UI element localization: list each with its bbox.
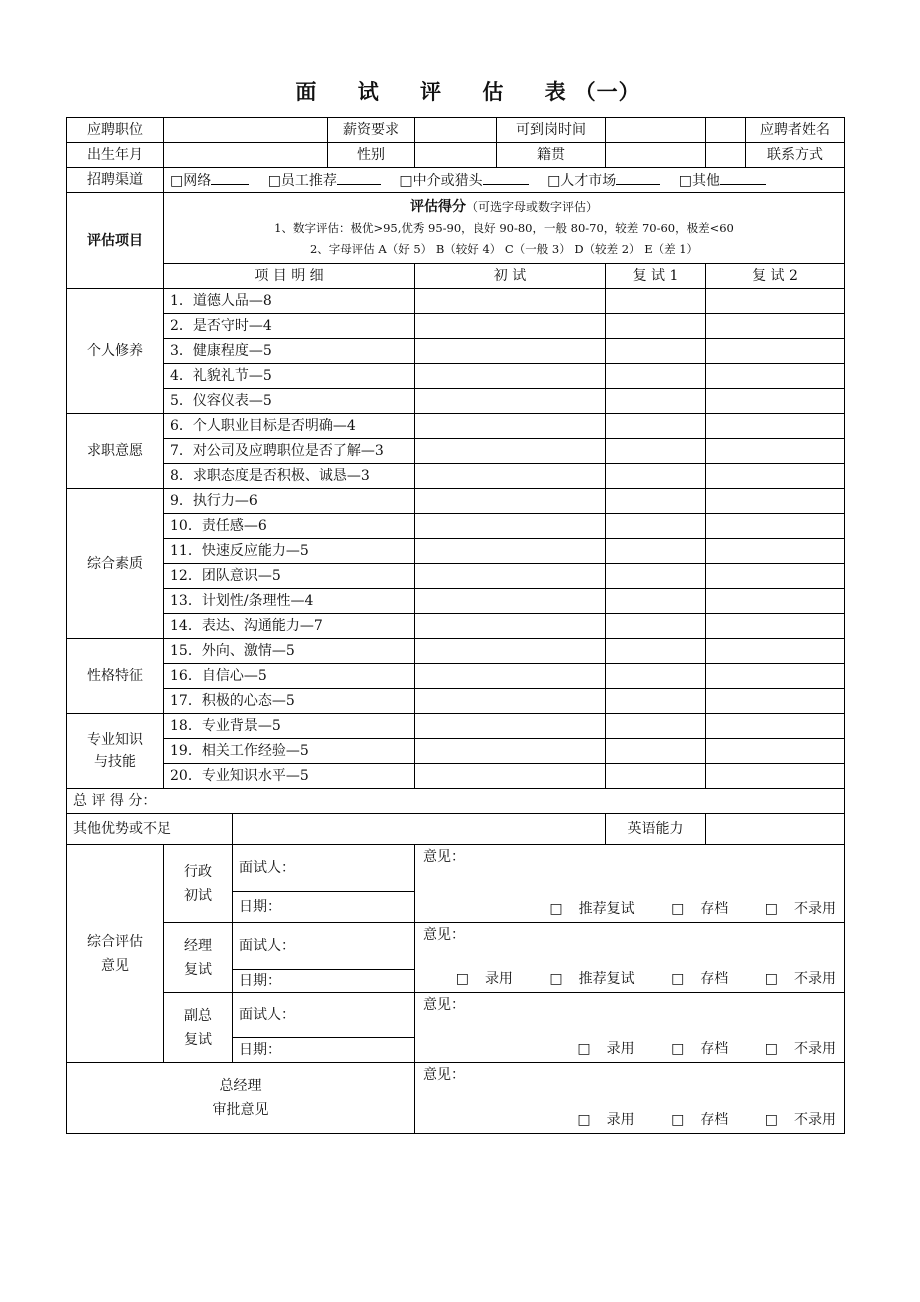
item-label: 4．礼貌礼节—5 [164, 364, 415, 389]
archive-checkbox[interactable]: □ 存档 [655, 971, 728, 987]
score-cell[interactable] [706, 639, 845, 664]
item-label: 17．积极的心态—5 [164, 689, 415, 714]
score-cell[interactable] [706, 714, 845, 739]
score-cell[interactable] [606, 289, 706, 314]
item-label: 18．专业背景—5 [164, 714, 415, 739]
score-cell[interactable] [415, 764, 606, 789]
page-title [0, 76, 920, 106]
score-cell[interactable] [706, 489, 845, 514]
score-cell[interactable] [606, 489, 706, 514]
score-cell[interactable] [415, 664, 606, 689]
gm-opinion-box[interactable]: 意见： □ 录用 □ 存档 □ 不录用 [415, 1063, 845, 1134]
item-label: 9．执行力—6 [164, 489, 415, 514]
score-cell[interactable] [706, 439, 845, 464]
score-cell[interactable] [606, 689, 706, 714]
score-cell[interactable] [606, 414, 706, 439]
score-cell[interactable] [606, 389, 706, 414]
group-label: 求职意愿 [67, 414, 164, 489]
item-label: 6．个人职业目标是否明确—4 [164, 414, 415, 439]
score-cell[interactable] [706, 739, 845, 764]
score-cell[interactable] [415, 614, 606, 639]
date-field[interactable]: 日期： [233, 1038, 415, 1063]
other-label: 其他优势或不足 [67, 814, 233, 845]
score-cell[interactable] [606, 314, 706, 339]
score-cell[interactable] [706, 564, 845, 589]
total-score-field[interactable] [67, 789, 845, 814]
score-cell[interactable] [415, 289, 606, 314]
opinion-box[interactable]: 意见： □ 录用 □ 存档 □ 不录用 [415, 993, 845, 1063]
col-detail-header: 项 目 明 细 [164, 264, 415, 289]
title-char: 试 [357, 80, 380, 104]
native-field[interactable] [606, 143, 706, 168]
score-cell[interactable] [606, 589, 706, 614]
evaluation-criteria [164, 193, 845, 264]
score-cell[interactable] [606, 514, 706, 539]
group-label: 性格特征 [67, 639, 164, 714]
score-cell[interactable] [706, 589, 845, 614]
score-cell[interactable] [706, 614, 845, 639]
archive-checkbox[interactable]: □ 存档 [655, 901, 728, 917]
other-field[interactable] [233, 814, 606, 845]
score-cell[interactable] [415, 489, 606, 514]
score-cell[interactable] [415, 714, 606, 739]
score-rule-letter: 2、字母评估 A（好 5） B（较好 4） C（一般 3） D（较差 2） E（差 1） [309, 241, 699, 256]
opinion-box[interactable]: 意见： □ 录用 □ 推荐复试 □ 存档 □ 不录用 [415, 923, 845, 993]
evaluation-project-label: 评估项目 [67, 193, 164, 289]
score-cell[interactable] [415, 339, 606, 364]
score-cell[interactable] [706, 514, 845, 539]
title-char: 表 [544, 80, 567, 104]
score-cell[interactable] [415, 314, 606, 339]
score-cell[interactable] [606, 739, 706, 764]
score-cell[interactable] [706, 364, 845, 389]
score-cell[interactable] [415, 639, 606, 664]
score-cell[interactable] [706, 539, 845, 564]
reject-checkbox[interactable]: □ 不录用 [749, 1112, 836, 1128]
score-cell[interactable] [606, 539, 706, 564]
interviewer-field[interactable]: 面试人： [233, 923, 415, 970]
score-cell[interactable] [606, 564, 706, 589]
native-label: 籍贯 [497, 143, 606, 168]
score-cell[interactable] [706, 389, 845, 414]
birth-label: 出生年月 [67, 143, 164, 168]
start-time-field[interactable] [606, 118, 706, 143]
start-time-label: 可到岗时间 [497, 118, 606, 143]
score-cell[interactable] [706, 664, 845, 689]
opinion-box[interactable]: 意见： □ 推荐复试 □ 存档 □ 不录用 [415, 845, 845, 923]
score-cell[interactable] [606, 639, 706, 664]
channel-label: 招聘渠道 [67, 168, 164, 193]
group-label: 个人修养 [67, 289, 164, 414]
col-first-header: 初 试 [415, 264, 606, 289]
channel-options [164, 168, 845, 193]
item-label: 7．对公司及应聘职位是否了解—3 [164, 439, 415, 464]
item-label: 10．责任感—6 [164, 514, 415, 539]
score-cell[interactable] [606, 464, 706, 489]
salary-label: 薪资要求 [328, 118, 415, 143]
applicant-name-label: 应聘者姓名 [746, 118, 845, 143]
score-cell[interactable] [706, 314, 845, 339]
item-label: 12．团队意识—5 [164, 564, 415, 589]
title-char: 面 [295, 80, 318, 104]
item-label: 16．自信心—5 [164, 664, 415, 689]
item-label: 1．道德人品—8 [164, 289, 415, 314]
score-cell[interactable] [706, 414, 845, 439]
gm-label: 总经理 审批意见 [67, 1063, 415, 1134]
score-cell[interactable] [415, 564, 606, 589]
score-cell[interactable] [415, 514, 606, 539]
reject-checkbox[interactable]: □ 不录用 [749, 901, 836, 917]
interviewer-field[interactable]: 面试人： [233, 993, 415, 1038]
score-cell[interactable] [415, 414, 606, 439]
recommend-checkbox[interactable]: □ 推荐复试 [533, 971, 634, 987]
score-cell[interactable] [706, 464, 845, 489]
score-cell[interactable] [415, 739, 606, 764]
group-label: 专业知识 与技能 [67, 714, 164, 789]
channel-agency-checkbox[interactable]: □ 中介或猎头 [399, 172, 528, 189]
score-cell[interactable] [606, 664, 706, 689]
score-cell[interactable] [606, 339, 706, 364]
score-cell[interactable] [706, 339, 845, 364]
round-label: 副总 复试 [164, 993, 233, 1063]
score-title: 评估得分 [409, 198, 466, 215]
title-suffix: （一） [574, 80, 641, 104]
group-label: 综合素质 [67, 489, 164, 639]
position-label: 应聘职位 [67, 118, 164, 143]
score-note: （可选字母或数字评估） [465, 199, 598, 214]
item-label: 3．健康程度—5 [164, 339, 415, 364]
item-label: 14．表达、沟通能力—7 [164, 614, 415, 639]
gender-field[interactable] [415, 143, 497, 168]
score-cell[interactable] [606, 439, 706, 464]
contact-label: 联系方式 [746, 143, 845, 168]
title-char: 评 [420, 80, 442, 104]
item-label: 20．专业知识水平—5 [164, 764, 415, 789]
col-second-header: 复 试 1 [606, 264, 706, 289]
hire-checkbox[interactable]: □ 录用 [440, 971, 513, 987]
score-cell[interactable] [415, 364, 606, 389]
round-label: 行政 初试 [164, 845, 233, 923]
item-label: 15．外向、激情—5 [164, 639, 415, 664]
item-label: 2．是否守时—4 [164, 314, 415, 339]
score-cell[interactable] [606, 714, 706, 739]
score-cell[interactable] [706, 289, 845, 314]
channel-referral-checkbox[interactable]: □ 员工推荐 [268, 172, 381, 189]
reject-checkbox[interactable]: □ 不录用 [749, 1041, 836, 1057]
score-cell[interactable] [606, 614, 706, 639]
item-label: 8．求职态度是否积极、诚恳—3 [164, 464, 415, 489]
score-cell[interactable] [706, 689, 845, 714]
score-cell[interactable] [415, 389, 606, 414]
channel-other-checkbox[interactable]: □ 其他 [679, 172, 766, 189]
score-rule-numeric: 1、数字评估：极优>95,优秀 95-90，良好 90-80，一般 80-70，较差 70-60，极差<60 [274, 220, 734, 235]
gender-label: 性别 [328, 143, 415, 168]
date-field[interactable]: 日期： [233, 892, 415, 923]
score-cell[interactable] [606, 764, 706, 789]
channel-network-checkbox[interactable]: □ 网络 [170, 172, 249, 189]
item-label: 19．相关工作经验—5 [164, 739, 415, 764]
hire-checkbox[interactable]: □ 录用 [561, 1112, 634, 1128]
score-cell[interactable] [415, 464, 606, 489]
english-label: 英语能力 [606, 814, 706, 845]
item-label: 11．快速反应能力—5 [164, 539, 415, 564]
score-cell[interactable] [415, 589, 606, 614]
interviewer-field[interactable]: 面试人： [233, 845, 415, 892]
channel-talent-market-checkbox[interactable]: □ 人才市场 [547, 172, 660, 189]
interview-evaluation-form [66, 117, 845, 1134]
title-char: 估 [482, 80, 505, 104]
position-field[interactable] [164, 118, 328, 143]
col-third-header: 复 试 2 [706, 264, 845, 289]
archive-checkbox[interactable]: □ 存档 [655, 1112, 728, 1128]
recommend-checkbox[interactable]: □ 推荐复试 [533, 901, 634, 917]
birth-field[interactable] [164, 143, 328, 168]
item-label: 5．仪容仪表—5 [164, 389, 415, 414]
english-field[interactable] [706, 814, 845, 845]
score-cell[interactable] [706, 764, 845, 789]
round-label: 经理 复试 [164, 923, 233, 993]
score-cell[interactable] [415, 439, 606, 464]
salary-field[interactable] [415, 118, 497, 143]
score-cell[interactable] [415, 689, 606, 714]
date-field[interactable]: 日期： [233, 970, 415, 993]
archive-checkbox[interactable]: □ 存档 [655, 1041, 728, 1057]
reject-checkbox[interactable]: □ 不录用 [749, 971, 836, 987]
total-score-label: 总 评 得 分： [73, 793, 157, 809]
item-label: 13．计划性/条理性—4 [164, 589, 415, 614]
opinions-label: 综合评估 意见 [67, 845, 164, 1063]
score-cell[interactable] [415, 539, 606, 564]
score-cell[interactable] [606, 364, 706, 389]
hire-checkbox[interactable]: □ 录用 [561, 1041, 634, 1057]
